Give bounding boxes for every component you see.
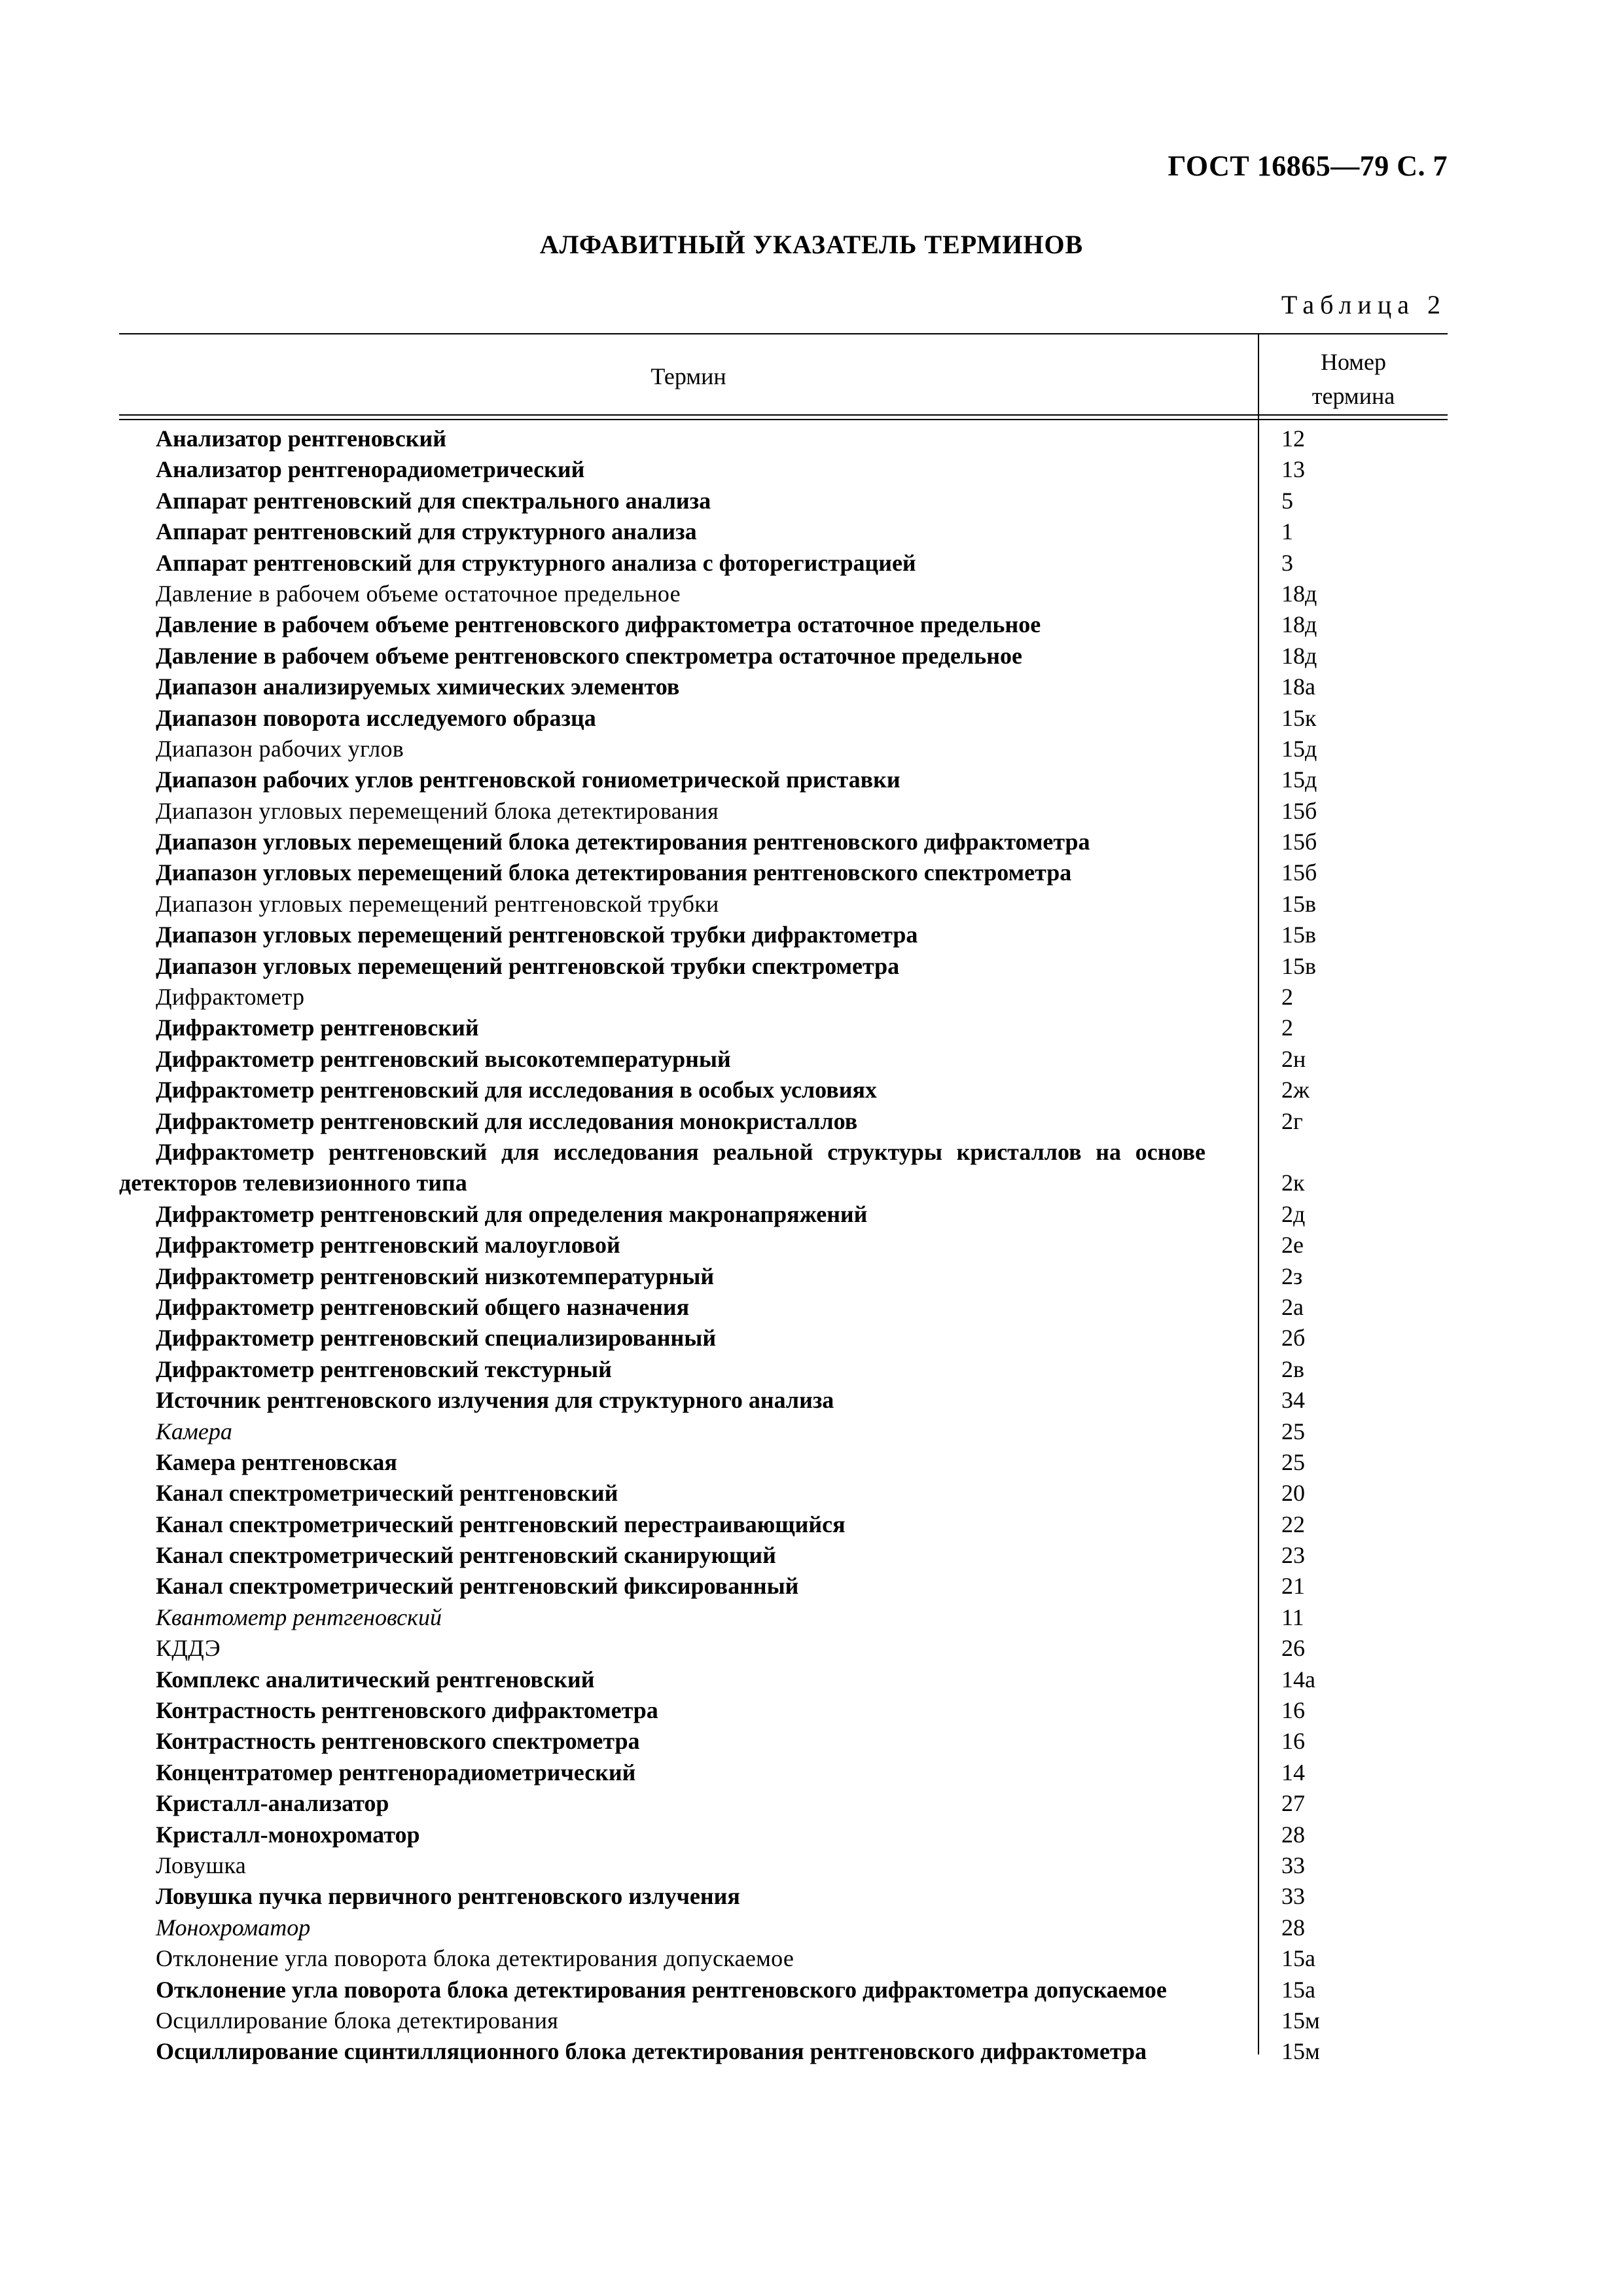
terms-table xyxy=(119,333,1448,2065)
term-cell: Ловушка xyxy=(156,1852,247,1878)
table-row xyxy=(119,1385,1448,1416)
term-cell: Канал спектрометрический рентгеновский сканирующий xyxy=(156,1542,776,1569)
term-number-cell: 5 xyxy=(1281,487,1293,514)
term-cell: Диапазон рабочих углов xyxy=(156,735,404,762)
term-number-cell: 11 xyxy=(1281,1604,1304,1630)
table-row xyxy=(119,734,1448,764)
term-number-cell: 28 xyxy=(1281,1914,1305,1941)
term-cell: Дифрактометр рентгеновский для исследования монокристаллов xyxy=(156,1107,858,1134)
term-number-cell: 1 xyxy=(1281,518,1293,545)
term-number-cell: 2е xyxy=(1281,1232,1304,1259)
term-number-cell: 15в xyxy=(1281,922,1316,948)
term-number-cell: 12 xyxy=(1281,425,1305,452)
term-cell: Камера xyxy=(156,1418,232,1444)
term-number-cell: 18д xyxy=(1281,642,1317,669)
term-cell: Канал спектрометрический рентгеновский перестраивающийся xyxy=(156,1511,846,1537)
column-header-number xyxy=(1259,345,1448,413)
term-number-cell: 15м xyxy=(1281,2038,1320,2065)
column-header-number-line2: термина xyxy=(1311,383,1395,409)
table-row xyxy=(119,1850,1448,1881)
table-row xyxy=(119,827,1448,857)
table-row xyxy=(119,1416,1448,1447)
term-number-cell: 2д xyxy=(1281,1200,1306,1227)
term-cell: Канал спектрометрический рентгеновский xyxy=(156,1480,618,1507)
term-cell: Кристалл-анализатор xyxy=(156,1790,389,1817)
term-cell: Монохроматор xyxy=(156,1914,311,1941)
table-caption: Таблица 2 xyxy=(1281,290,1446,319)
table-row xyxy=(119,1571,1448,1602)
term-cell: Контрастность рентгеновского спектрометра xyxy=(156,1728,640,1755)
table-row xyxy=(119,1602,1448,1633)
term-cell: Диапазон поворота исследуемого образца xyxy=(156,704,596,731)
term-number-cell: 15б xyxy=(1281,797,1317,824)
term-number-cell: 20 xyxy=(1281,1480,1305,1507)
table-row xyxy=(119,764,1448,795)
term-number-cell: 33 xyxy=(1281,1883,1305,1910)
page-title: АЛФАВИТНЫЙ УКАЗАТЕЛЬ ТЕРМИНОВ xyxy=(539,230,1084,259)
term-number-cell: 15в xyxy=(1281,890,1316,917)
term-number-cell: 2к xyxy=(1281,1170,1305,1196)
table-row xyxy=(119,951,1448,982)
term-number-cell: 14а xyxy=(1281,1666,1315,1693)
term-cell: Диапазон угловых перемещений рентгеновской трубки спектрометра xyxy=(156,952,900,979)
term-cell: Комплекс аналитический рентгеновский xyxy=(156,1666,595,1693)
table-row xyxy=(119,579,1448,609)
table-row xyxy=(119,1757,1448,1788)
table-row xyxy=(119,1788,1448,1819)
table-row xyxy=(119,548,1448,579)
term-number-cell: 2 xyxy=(1281,1014,1293,1041)
table-row xyxy=(119,1447,1448,1478)
table-row xyxy=(119,454,1448,485)
term-cell: Давление в рабочем объеме рентгеновского дифрактометра остаточное предельное xyxy=(156,611,1041,638)
table-row xyxy=(119,1943,1448,1974)
table-row xyxy=(119,982,1448,1013)
table-row xyxy=(119,2005,1448,2036)
table-row xyxy=(119,1881,1448,1912)
term-number-cell: 23 xyxy=(1281,1542,1305,1569)
table-row xyxy=(119,1137,1448,1199)
term-number-cell: 15в xyxy=(1281,952,1316,979)
term-number-cell: 16 xyxy=(1281,1728,1305,1755)
term-number-cell: 15а xyxy=(1281,1976,1315,2003)
term-number-cell: 2в xyxy=(1281,1355,1304,1382)
term-cell: Ловушка пучка первичного рентгеновского излучения xyxy=(156,1883,740,1910)
term-cell: Аппарат рентгеновский для структурного анализа с фоторегистрацией xyxy=(156,549,916,576)
term-number-cell: 13 xyxy=(1281,456,1305,483)
term-number-cell: 22 xyxy=(1281,1511,1305,1537)
term-number-cell: 26 xyxy=(1281,1635,1305,1662)
term-cell: Дифрактометр рентгеновский малоугловой xyxy=(156,1232,620,1259)
table-row xyxy=(119,1323,1448,1354)
table-row xyxy=(119,1292,1448,1323)
table-row xyxy=(119,1726,1448,1757)
table-top-rule xyxy=(119,333,1448,334)
term-cell: Дифрактометр рентгеновский специализированный xyxy=(156,1325,717,1352)
term-cell: Дифрактометр рентгеновский для исследования реальной структуры кристаллов на основе детекторов телевизионного типа xyxy=(119,1138,1205,1196)
term-cell: Дифрактометр рентгеновский высокотемпературный xyxy=(156,1045,731,1072)
term-cell: Дифрактометр рентгеновский низкотемпературный xyxy=(156,1263,715,1289)
page-header: ГОСТ 16865—79 С. 7 xyxy=(1168,150,1448,182)
term-number-cell: 2з xyxy=(1281,1263,1303,1289)
term-number-cell: 14 xyxy=(1281,1759,1305,1785)
table-row xyxy=(119,1820,1448,1850)
table-row xyxy=(119,1230,1448,1261)
term-cell: Кристалл-монохроматор xyxy=(156,1821,420,1848)
term-number-cell: 2н xyxy=(1281,1045,1306,1072)
term-number-cell: 15б xyxy=(1281,859,1317,886)
table-row xyxy=(119,1199,1448,1230)
table-row xyxy=(119,703,1448,734)
table-row xyxy=(119,1540,1448,1571)
term-number-cell: 28 xyxy=(1281,1821,1305,1848)
term-number-cell: 25 xyxy=(1281,1418,1305,1444)
table-row xyxy=(119,1633,1448,1664)
term-number-cell: 18д xyxy=(1281,611,1317,638)
header-rule xyxy=(119,414,1448,416)
term-cell: Давление в рабочем объеме остаточное предельное xyxy=(156,580,681,607)
table-row xyxy=(119,1013,1448,1043)
term-cell: Квантометр рентгеновский xyxy=(156,1604,442,1630)
table-row xyxy=(119,1044,1448,1075)
table-row xyxy=(119,641,1448,672)
table-body xyxy=(119,423,1448,2068)
term-number-cell: 18д xyxy=(1281,580,1317,607)
table-row xyxy=(119,1261,1448,1292)
table-row xyxy=(119,486,1448,516)
term-number-cell: 15б xyxy=(1281,829,1317,855)
term-number-cell: 2б xyxy=(1281,1325,1306,1352)
term-cell: Диапазон анализируемых химических элементов xyxy=(156,673,680,700)
term-number-cell: 25 xyxy=(1281,1448,1305,1475)
column-header-term: Термин xyxy=(651,363,726,389)
term-cell: Отклонение угла поворота блока детектирования допускаемое xyxy=(156,1945,794,1972)
table-row xyxy=(119,1478,1448,1509)
term-cell: Аппарат рентгеновский для структурного анализа xyxy=(156,518,697,545)
term-number-cell: 15м xyxy=(1281,2007,1320,2034)
term-number-cell: 2 xyxy=(1281,984,1293,1011)
table-row xyxy=(119,1912,1448,1943)
table-row xyxy=(119,796,1448,827)
term-number-cell: 15д xyxy=(1281,735,1317,762)
term-number-cell: 27 xyxy=(1281,1790,1305,1817)
term-cell: Дифрактометр рентгеновский для определения макронапряжений xyxy=(156,1200,868,1227)
term-cell: Диапазон угловых перемещений рентгеновской трубки xyxy=(156,890,719,917)
term-cell: Диапазон рабочих углов рентгеновской гониометрической приставки xyxy=(156,766,901,793)
term-cell: Диапазон угловых перемещений блока детектирования рентгеновского спектрометра xyxy=(156,859,1072,886)
term-cell: Дифрактометр рентгеновский для исследования в особых условиях xyxy=(156,1077,877,1103)
table-row xyxy=(119,2036,1448,2067)
table-row xyxy=(119,1664,1448,1695)
term-cell: Анализатор рентгенорадиометрический xyxy=(156,456,585,483)
table-row xyxy=(119,1354,1448,1385)
table-row xyxy=(119,857,1448,888)
term-cell: Камера рентгеновская xyxy=(156,1448,397,1475)
table-row xyxy=(119,1075,1448,1105)
table-row xyxy=(119,423,1448,454)
column-header-number-line1: Номер xyxy=(1320,349,1387,375)
term-cell: Осциллирование сцинтилляционного блока детектирования рентгеновского дифрактометра xyxy=(156,2038,1147,2065)
term-cell: КДДЭ xyxy=(156,1635,221,1662)
term-cell: Дифрактометр xyxy=(156,984,305,1011)
table-row xyxy=(119,609,1448,640)
term-cell: Дифрактометр рентгеновский общего назначения xyxy=(156,1293,690,1320)
term-number-cell: 3 xyxy=(1281,549,1293,576)
table-row xyxy=(119,1695,1448,1726)
term-number-cell: 21 xyxy=(1281,1573,1305,1600)
term-number-cell: 2г xyxy=(1281,1107,1303,1134)
term-cell: Источник рентгеновского излучения для структурного анализа xyxy=(156,1387,834,1414)
term-number-cell: 2ж xyxy=(1281,1077,1310,1103)
term-number-cell: 15к xyxy=(1281,704,1317,731)
table-row xyxy=(119,1509,1448,1540)
term-cell: Аппарат рентгеновский для спектрального анализа xyxy=(156,487,711,514)
term-number-cell: 18а xyxy=(1281,673,1315,700)
term-number-cell: 15д xyxy=(1281,766,1317,793)
term-cell: Канал спектрометрический рентгеновский фиксированный xyxy=(156,1573,799,1600)
term-number-cell: 33 xyxy=(1281,1852,1305,1878)
term-number-cell: 34 xyxy=(1281,1387,1305,1414)
term-cell: Диапазон угловых перемещений блока детектирования xyxy=(156,797,719,824)
term-cell: Давление в рабочем объеме рентгеновского спектрометра остаточное предельное xyxy=(156,642,1022,669)
term-cell: Концентратомер рентгенорадиометрический xyxy=(156,1759,636,1785)
term-number-cell: 2а xyxy=(1281,1293,1304,1320)
term-number-cell: 15а xyxy=(1281,1945,1315,1972)
term-cell: Анализатор рентгеновский xyxy=(156,425,446,452)
term-cell: Диапазон угловых перемещений блока детектирования рентгеновского дифрактометра xyxy=(156,829,1090,855)
term-cell: Отклонение угла поворота блока детектирования рентгеновского дифрактометра допускаемое xyxy=(156,1976,1167,2003)
term-cell: Дифрактометр рентгеновский xyxy=(156,1014,479,1041)
term-cell: Дифрактометр рентгеновский текстурный xyxy=(156,1355,612,1382)
table-row xyxy=(119,889,1448,920)
table-row xyxy=(119,516,1448,547)
term-cell: Осциллирование блока детектирования xyxy=(156,2007,559,2034)
header-rule-double xyxy=(119,419,1448,420)
term-cell: Диапазон угловых перемещений рентгеновской трубки дифрактометра xyxy=(156,922,918,948)
term-number-cell: 16 xyxy=(1281,1697,1305,1724)
table-row xyxy=(119,920,1448,950)
table-row xyxy=(119,1106,1448,1137)
table-row xyxy=(119,1975,1448,2005)
term-cell: Контрастность рентгеновского дифрактометра xyxy=(156,1697,658,1724)
table-row xyxy=(119,672,1448,702)
